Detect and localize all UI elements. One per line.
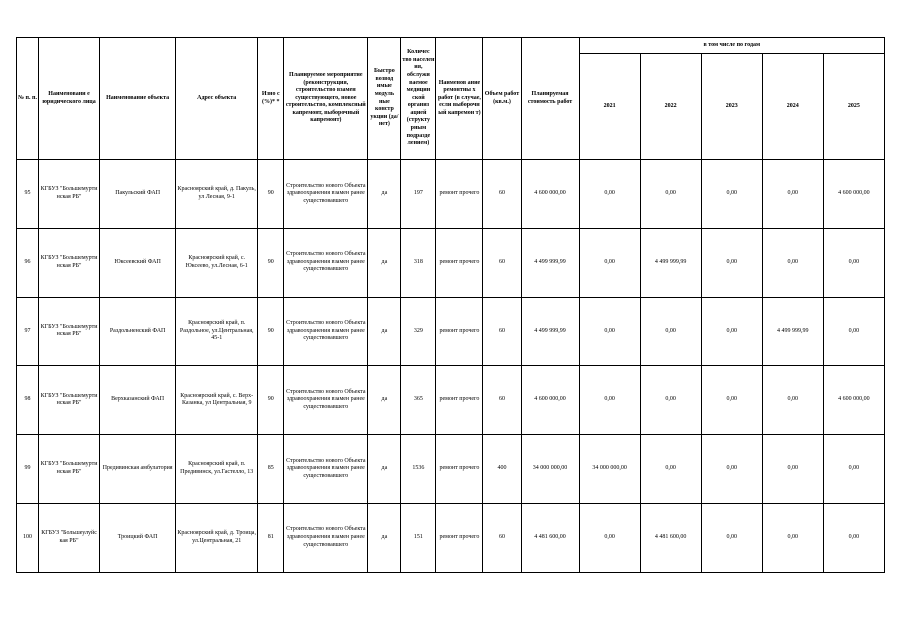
population-cell: 318: [401, 228, 436, 297]
header-legal-entity: Наименовани е юридического лица: [39, 38, 100, 160]
year-2024-cell: 0,00: [762, 503, 823, 572]
year-2021-cell: 0,00: [579, 503, 640, 572]
measure-cell: Строительство нового Объекта здравоохранения взамен ранее существовавшего: [284, 297, 368, 366]
object-name-cell: Пакульский ФАП: [100, 160, 176, 229]
legal-entity-cell: КГБУЗ "Большеулуйс кая РБ": [39, 503, 100, 572]
year-2021-cell: 0,00: [579, 228, 640, 297]
object-name-cell: Раздольненский ФАП: [100, 297, 176, 366]
year-2023-cell: 0,00: [701, 503, 762, 572]
object-name-cell: Юксеевский ФАП: [100, 228, 176, 297]
header-by-years: в том числе по годам: [579, 38, 884, 54]
measure-cell: Строительство нового Объекта здравоохранения взамен ранее существовавшего: [284, 435, 368, 504]
volume-cell: 60: [483, 366, 521, 435]
legal-entity-cell: КГБУЗ "Большемурти нская РБ": [39, 366, 100, 435]
legal-entity-cell: КГБУЗ "Большемурти нская РБ": [39, 435, 100, 504]
cost-cell: 4 481 600,00: [521, 503, 579, 572]
modular-cell: да: [368, 297, 401, 366]
year-2024-cell: 0,00: [762, 228, 823, 297]
cost-cell: 34 000 000,00: [521, 435, 579, 504]
year-2023-cell: 0,00: [701, 160, 762, 229]
year-2025-cell: 0,00: [823, 297, 884, 366]
year-2022-cell: 0,00: [640, 297, 701, 366]
year-2023-cell: 0,00: [701, 366, 762, 435]
year-2022-cell: 4 481 600,00: [640, 503, 701, 572]
repair-name-cell: ремонт прочего: [436, 228, 483, 297]
row-number-cell: 95: [17, 160, 39, 229]
wear-cell: 81: [258, 503, 284, 572]
header-cost: Планируемая стоимость работ: [521, 38, 579, 160]
year-2025-cell: 0,00: [823, 435, 884, 504]
objects-table: [16, 37, 885, 573]
year-2021-cell: 0,00: [579, 297, 640, 366]
population-cell: 197: [401, 160, 436, 229]
address-cell: Красноярский край, п. Раздольное, ул.Центральная, 45-1: [176, 297, 258, 366]
year-2025-cell: 0,00: [823, 228, 884, 297]
row-number-cell: 96: [17, 228, 39, 297]
volume-cell: 60: [483, 503, 521, 572]
address-cell: Красноярский край, д. Троица, ул.Центральная, 21: [176, 503, 258, 572]
table-row: [17, 160, 885, 229]
year-2024-cell: 0,00: [762, 366, 823, 435]
year-2021-cell: 0,00: [579, 366, 640, 435]
year-2022-cell: 0,00: [640, 366, 701, 435]
header-address: Адрес объекта: [176, 38, 258, 160]
wear-cell: 90: [258, 297, 284, 366]
wear-cell: 90: [258, 366, 284, 435]
header-object-name: Наименование объекта: [100, 38, 176, 160]
year-2022-cell: 4 499 999,99: [640, 228, 701, 297]
header-num: № п. п.: [17, 38, 39, 160]
table-row: [17, 366, 885, 435]
population-cell: 151: [401, 503, 436, 572]
volume-cell: 60: [483, 228, 521, 297]
measure-cell: Строительство нового Объекта здравоохранения взамен ранее существовавшего: [284, 503, 368, 572]
measure-cell: Строительство нового Объекта здравоохранения взамен ранее существовавшего: [284, 160, 368, 229]
wear-cell: 85: [258, 435, 284, 504]
year-2025-cell: 0,00: [823, 503, 884, 572]
header-wear: Изно с (%)* *: [258, 38, 284, 160]
legal-entity-cell: КГБУЗ "Большемурти нская РБ": [39, 160, 100, 229]
address-cell: Красноярский край, п. Предивинск, ул.Гастелло, 13: [176, 435, 258, 504]
wear-cell: 90: [258, 160, 284, 229]
measure-cell: Строительство нового Объекта здравоохранения взамен ранее существовавшего: [284, 228, 368, 297]
year-2021-cell: 0,00: [579, 160, 640, 229]
cost-cell: 4 600 000,00: [521, 366, 579, 435]
year-2023-cell: 0,00: [701, 228, 762, 297]
volume-cell: 60: [483, 160, 521, 229]
repair-name-cell: ремонт прочего: [436, 366, 483, 435]
year-2024-cell: 4 499 999,99: [762, 297, 823, 366]
address-cell: Красноярский край, с. Верх-Казанка, ул Центральная, 9: [176, 366, 258, 435]
cost-cell: 4 600 000,00: [521, 160, 579, 229]
header-repair-name: Наименов ание ремонтны х работ (в случае, если выборочн ый капремон т): [436, 38, 483, 160]
table-row: [17, 435, 885, 504]
population-cell: 1536: [401, 435, 436, 504]
modular-cell: да: [368, 228, 401, 297]
header-population: Количес тво населен ия, обслужи ваемое медицин ской организ ацией (структу рным подразде лением): [401, 38, 436, 160]
repair-name-cell: ремонт прочего: [436, 160, 483, 229]
header-year-2022: 2022: [640, 54, 701, 160]
modular-cell: да: [368, 435, 401, 504]
cost-cell: 4 499 999,99: [521, 297, 579, 366]
modular-cell: да: [368, 503, 401, 572]
volume-cell: 60: [483, 297, 521, 366]
modular-cell: да: [368, 366, 401, 435]
address-cell: Красноярский край, д. Пакуль, ул Лесная, 9-1: [176, 160, 258, 229]
modular-cell: да: [368, 160, 401, 229]
year-2021-cell: 34 000 000,00: [579, 435, 640, 504]
legal-entity-cell: КГБУЗ "Большемурти нская РБ": [39, 228, 100, 297]
year-2025-cell: 4 600 000,00: [823, 366, 884, 435]
object-name-cell: Верхказанский ФАП: [100, 366, 176, 435]
document-sheet: [16, 37, 885, 573]
table-body: [17, 160, 885, 573]
header-year-2024: 2024: [762, 54, 823, 160]
row-number-cell: 97: [17, 297, 39, 366]
row-number-cell: 99: [17, 435, 39, 504]
header-year-2021: 2021: [579, 54, 640, 160]
population-cell: 329: [401, 297, 436, 366]
row-number-cell: 100: [17, 503, 39, 572]
year-2022-cell: 0,00: [640, 160, 701, 229]
repair-name-cell: ремонт прочего: [436, 297, 483, 366]
year-2022-cell: 0,00: [640, 435, 701, 504]
header-volume: Объем работ (кв.м.): [483, 38, 521, 160]
cost-cell: 4 499 999,99: [521, 228, 579, 297]
header-year-2025: 2025: [823, 54, 884, 160]
table-row: [17, 228, 885, 297]
header-modular: Быстро возвод имые модуль ные констр укции (да/нет): [368, 38, 401, 160]
year-2023-cell: 0,00: [701, 297, 762, 366]
year-2023-cell: 0,00: [701, 435, 762, 504]
legal-entity-cell: КГБУЗ "Большемурти нская РБ": [39, 297, 100, 366]
volume-cell: 400: [483, 435, 521, 504]
repair-name-cell: ремонт прочего: [436, 503, 483, 572]
address-cell: Красноярский край, с. Юксеево, ул.Лесная, 6-1: [176, 228, 258, 297]
object-name-cell: Троицкий ФАП: [100, 503, 176, 572]
header-year-2023: 2023: [701, 54, 762, 160]
table-row: [17, 297, 885, 366]
year-2024-cell: 0,00: [762, 435, 823, 504]
population-cell: 365: [401, 366, 436, 435]
year-2025-cell: 4 600 000,00: [823, 160, 884, 229]
repair-name-cell: ремонт прочего: [436, 435, 483, 504]
measure-cell: Строительство нового Объекта здравоохранения взамен ранее существовавшего: [284, 366, 368, 435]
header-measure: Планируемое мероприятие (реконструкция, строительство взамен существующего, новое строительство, комплексный капремонт, выборочный капремонт): [284, 38, 368, 160]
wear-cell: 90: [258, 228, 284, 297]
year-2024-cell: 0,00: [762, 160, 823, 229]
table-row: [17, 503, 885, 572]
object-name-cell: Предивинская амбулатория: [100, 435, 176, 504]
row-number-cell: 98: [17, 366, 39, 435]
